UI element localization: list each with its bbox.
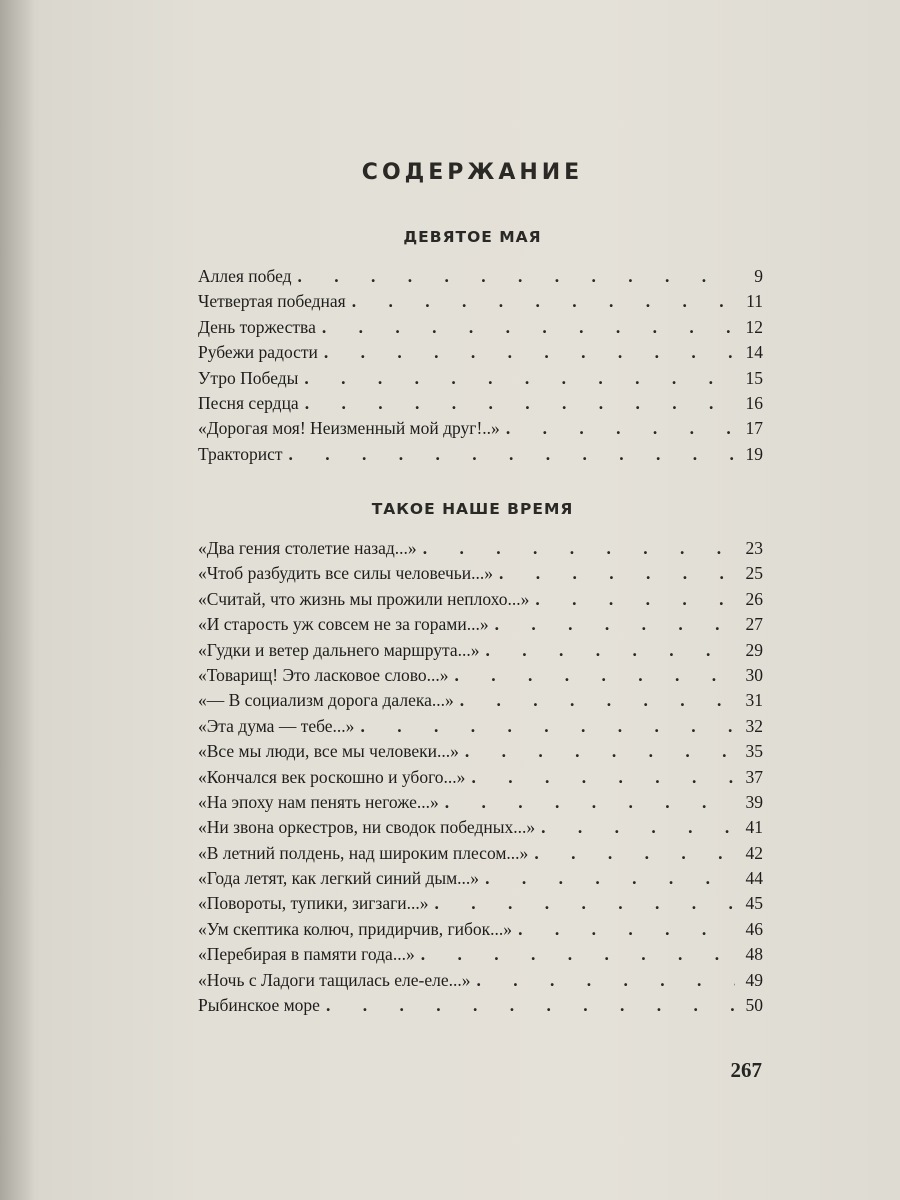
entry-page: 50: [745, 995, 763, 1016]
section-title-takoe-nashe-vremya: ТАКОЕ НАШЕ ВРЕМЯ: [371, 500, 574, 518]
dot-leader: [495, 612, 735, 637]
toc-entry: [198, 315, 763, 340]
entry-page: 41: [745, 817, 763, 838]
dot-leader: [305, 391, 735, 416]
section-title-devyatoe-maya: ДЕВЯТОЕ МАЯ: [403, 228, 542, 246]
entry-title: «На эпоху нам пенять негоже...»: [198, 791, 439, 812]
entry-title: «И старость уж совсем не за горами...»: [198, 614, 489, 635]
dot-leader: [499, 561, 735, 586]
entry-title: Тракторист: [198, 443, 283, 464]
dot-leader: [435, 891, 735, 916]
entry-page: 12: [745, 316, 763, 337]
entry-title: «Перебирая в памяти года...»: [198, 944, 415, 965]
dot-leader: [534, 841, 735, 866]
entry-title: «Эта дума — тебе...»: [198, 715, 355, 736]
dot-leader: [326, 993, 735, 1018]
dot-leader: [471, 765, 735, 790]
toc-entry: [198, 688, 763, 713]
toc-entry: [198, 891, 763, 916]
entry-page: 29: [745, 639, 763, 660]
entry-title: «Года летят, как легкий синий дым...»: [198, 868, 480, 889]
entry-title: «Считай, что жизнь мы прожили неплохо...»: [198, 588, 530, 609]
dot-leader: [454, 663, 735, 688]
entry-page: 37: [745, 766, 763, 787]
entry-page: 19: [745, 443, 763, 464]
toc-entry: [198, 790, 763, 815]
entry-title: «Чтоб разбудить все силы человечьи...»: [198, 563, 494, 584]
toc-entry: [198, 587, 763, 612]
entry-page: 45: [745, 893, 763, 914]
toc-entry: [198, 442, 763, 467]
toc-entry: [198, 841, 763, 866]
toc-entry: [198, 340, 763, 365]
toc-section-1: [198, 264, 763, 467]
toc-entry: [198, 942, 763, 967]
entry-title: «Ночь с Ладоги тащилась еле-еле...»: [198, 969, 471, 990]
entry-title: Рубежи радости: [198, 342, 318, 363]
page-number: 267: [730, 1058, 762, 1082]
entry-title: «Два гения столетие назад...»: [198, 538, 417, 558]
toc-entry: [198, 815, 763, 840]
dot-leader: [322, 315, 735, 340]
entry-page: 14: [745, 342, 763, 363]
dot-leader: [423, 536, 735, 561]
toc-entry: [198, 366, 763, 391]
entry-title: «В летний полдень, над широким плесом...»: [198, 842, 529, 863]
dot-leader: [304, 366, 735, 391]
toc-entry: [198, 968, 763, 993]
entry-page: 42: [745, 842, 763, 863]
entry-page: 15: [745, 367, 763, 388]
toc-entry: [198, 612, 763, 637]
entry-title: Аллея побед: [198, 266, 292, 286]
entry-title: «Товарищ! Это ласковое слово...»: [198, 664, 449, 685]
toc-entry: [198, 739, 763, 764]
entry-title: Рыбинское море: [198, 995, 320, 1016]
dot-leader: [465, 739, 735, 764]
entry-page: 39: [745, 791, 763, 812]
entry-title: «Повороты, тупики, зигзаги...»: [198, 893, 429, 914]
dot-leader: [421, 942, 735, 967]
entry-title: Песня сердца: [198, 392, 299, 413]
toc-section-2: [198, 536, 763, 1018]
entry-page: 16: [745, 392, 763, 413]
entry-page: 11: [746, 291, 763, 312]
entry-page: 46: [745, 918, 763, 939]
entry-title: День торжества: [198, 316, 316, 337]
contents-heading: СОДЕРЖАНИЕ: [361, 160, 584, 185]
entry-title: «Дорогая моя! Неизменный мой друг!..»: [198, 418, 500, 439]
dot-leader: [352, 289, 735, 314]
toc-entry: [198, 714, 763, 739]
entry-page: 35: [745, 741, 763, 762]
dot-leader: [485, 638, 735, 663]
dot-leader: [460, 688, 735, 713]
toc-entry: [198, 264, 763, 289]
entry-title: Утро Победы: [198, 367, 299, 388]
dot-leader: [518, 917, 735, 942]
entry-page: 31: [745, 690, 763, 711]
dot-leader: [477, 968, 735, 993]
toc-entry: [198, 638, 763, 663]
entry-page: 9: [754, 266, 763, 286]
toc-entry: [198, 536, 763, 561]
entry-page: 17: [745, 418, 763, 439]
dot-leader: [289, 442, 735, 467]
entry-page: 30: [745, 664, 763, 685]
toc-entry: [198, 416, 763, 441]
entry-page: 32: [745, 715, 763, 736]
dot-leader: [485, 866, 735, 891]
toc-entry: [198, 391, 763, 416]
entry-title: «Ум скептика колюч, придирчив, гибок...»: [198, 918, 513, 939]
entry-page: 48: [745, 944, 763, 965]
entry-title: «Кончался век роскошно и убого...»: [198, 766, 466, 787]
dot-leader: [324, 340, 735, 365]
dot-leader: [541, 815, 735, 840]
toc-entry: [198, 663, 763, 688]
toc-entry: [198, 765, 763, 790]
dot-leader: [506, 416, 735, 441]
entry-title: «— В социализм дорога далека...»: [198, 690, 454, 711]
entry-title: Четвертая победная: [198, 291, 346, 312]
toc-entry: [198, 866, 763, 891]
entry-page: 25: [745, 563, 763, 584]
toc-entry: [198, 561, 763, 586]
entry-page: 26: [745, 588, 763, 609]
entry-title: «Гудки и ветер дальнего маршрута...»: [198, 639, 480, 660]
dot-leader: [445, 790, 735, 815]
entry-page: 44: [745, 868, 763, 889]
entry-page: 23: [745, 538, 763, 558]
dot-leader: [360, 714, 735, 739]
entry-page: 49: [745, 969, 763, 990]
toc-entry: [198, 917, 763, 942]
toc-entry: [198, 289, 763, 314]
entry-title: «Ни звона оркестров, ни сводок победных...»: [198, 817, 536, 838]
toc-entry: [198, 993, 763, 1018]
entry-title: «Все мы люди, все мы человеки...»: [198, 741, 459, 762]
entry-page: 27: [745, 614, 763, 635]
dot-leader: [535, 587, 735, 612]
dot-leader: [298, 264, 735, 289]
